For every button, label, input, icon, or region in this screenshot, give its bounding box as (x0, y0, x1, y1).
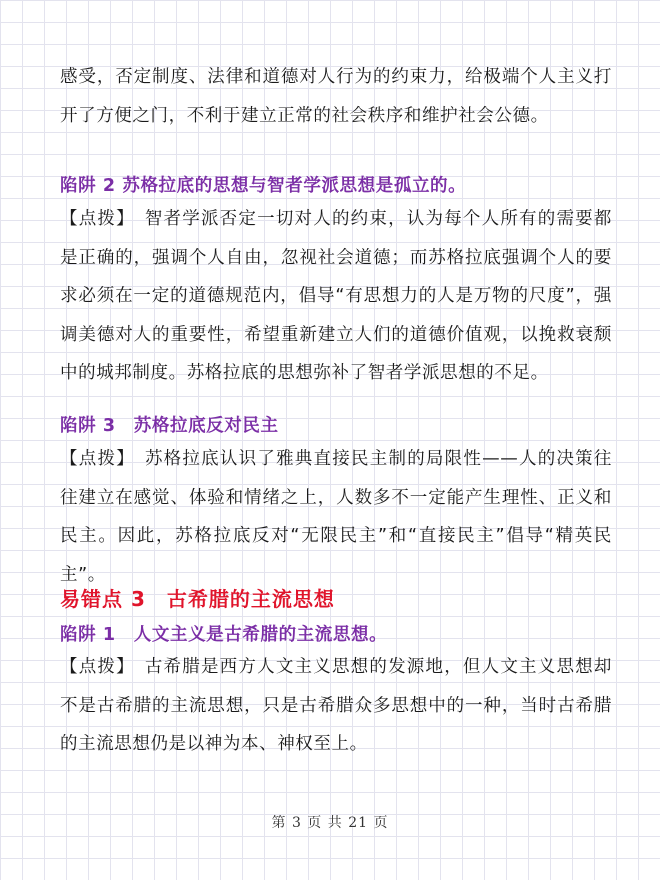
trap1-heading: 陷阱 1 人文主义是古希腊的主流思想。 (60, 625, 388, 645)
trap2-paragraph (60, 200, 612, 393)
trap2-heading: 陷阱 2 苏格拉底的思想与智者学派思想是孤立的。 (60, 176, 467, 196)
trap2-body: 智者学派否定一切对人的约束，认为每个人所有的需要都是正确的，强调个人自由，忽视社会道德；而苏格拉底强调个人的要求必须在一定的道德规范内，倡导“有思想力的人是万物的尺度”，强调美德对人的重要性，希望重新建立人们的道德价值观，以挽救衰颓中的城邦制度。苏格拉底的思想弥补了智者学派思想的不足。 (60, 209, 612, 383)
section3-title: 易错点 3 古希腊的主流思想 (60, 587, 335, 611)
intro-paragraph: 感受，否定制度、法律和道德对人行为的约束力，给极端个人主义打开了方便之门，不利于建立正常的社会秩序和维护社会公德。 (60, 67, 612, 126)
trap3-body: 苏格拉底认识了雅典直接民主制的局限性——人的决策往往建立在感觉、体验和情绪之上，人数多不一定能产生理性、正义和民主。因此，苏格拉底反对“无限民主”和“直接民主”倡导“精英民主”。 (60, 449, 612, 585)
trap3-tag: 【点拨】 (60, 449, 135, 469)
trap2-tag: 【点拨】 (60, 209, 135, 229)
trap3-paragraph (60, 440, 612, 594)
trap3-heading: 陷阱 3 苏格拉底反对民主 (60, 416, 279, 436)
trap1-body: 古希腊是西方人文主义思想的发源地，但人文主义思想却不是古希腊的主流思想，只是古希腊众多思想中的一种，当时古希腊的主流思想仍是以神为本、神权至上。 (60, 657, 612, 754)
page-footer: 第 3 页 共 21 页 (271, 815, 389, 831)
trap1-paragraph (60, 648, 612, 764)
trap1-tag: 【点拨】 (60, 657, 135, 677)
